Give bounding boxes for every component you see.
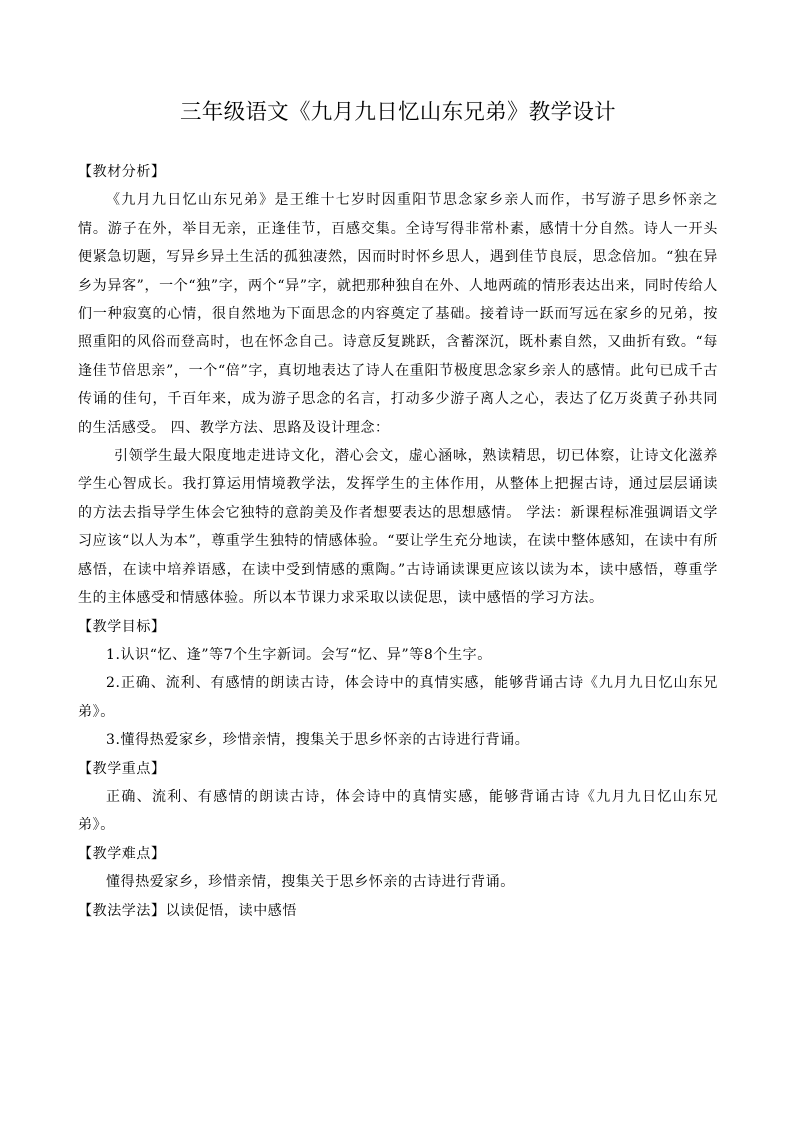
difficulty-paragraph: 懂得热爱家乡，珍惜亲情，搜集关于思乡怀亲的古诗进行背诵。: [106, 874, 515, 891]
goal-item-2: 2.正确、流利、有感情的朗读古诗，体会诗中的真情实感，能够背诵古诗《九月九日忆山东兄弟》。: [78, 675, 718, 720]
methods-line: [78, 897, 718, 925]
goal-item-1: 1.认识“忆、逢”等7个生字新词。会写“忆、异”等8个生字。: [106, 646, 492, 663]
section-heading-difficulty: 【教学难点】: [78, 845, 166, 862]
focus-paragraph: 正确、流利、有感情的朗读古诗，体会诗中的真情实感，能够背诵古诗《九月九日忆山东兄弟》。: [78, 788, 718, 834]
methods-text: 以读促悟，读中感悟: [165, 902, 298, 919]
section-heading-focus: 【教学重点】: [78, 760, 166, 777]
method-paragraph: 引领学生最大限度地走进诗文化，潜心会文，虚心涵咏，熟读精思，切已体察，让诗文化滋养学生心智成长。我打算运用情境教学法，发挥学生的主体作用，从整体上把握古诗，通过层层诵读的方法去指导学生体会它独特的意韵美及作者想要表达的思想感情。 学法：新课程标准强调语文学习应该“以人为本”，尊重学生独特的情感体验。“要让学生充分地读，在读中整体感知，在读中有所感悟，在读中培养语感，在读中受到情感的熏陶。”古诗诵读课更应该以读为本，读中感悟，尊重学生的主体感受和情感体验。所以本节课力求采取以读促思，读中感悟的学习方法。: [78, 448, 718, 607]
section-heading-methods: 【教法学法】: [78, 902, 166, 919]
goal-item-3: 3.懂得热爱家乡，珍惜亲情，搜集关于思乡怀亲的古诗进行背诵。: [106, 732, 530, 749]
analysis-paragraph: 《九月九日忆山东兄弟》是王维十七岁时因重阳节思念家乡亲人而作，书写游子思乡怀亲之情。游子在外，举目无亲，正逢佳节，百感交集。全诗写得非常朴素，感情十分自然。诗人一开头便紧急切题，写异乡异土生活的孤独凄然，因而时时怀乡思人，遇到佳节良辰，思念倍加。“独在异乡为异客”，一个“独”字，两个“异”字，就把那种独自在外、人地两疏的情形表达出来，同时传给人们一种寂寞的心情，很自然地为下面思念的内容奠定了基础。接着诗一跃而写远在家乡的兄弟，按照重阳的风俗而登高时，也在怀念自己。诗意反复跳跃，含蓄深沉，既朴素自然，又曲折有致。“每逢佳节倍思亲”，一个“倍”字，真切地表达了诗人在重阳节极度思念家乡亲人的感情。此句已成千古传诵的佳句，千百年来，成为游子思念的名言，打动多少游子离人之心，表达了亿万炎黄子孙共同的生活感受。 四、教学方法、思路及设计理念：: [78, 192, 718, 436]
document-title: 三年级语文《九月九日忆山东兄弟》教学设计: [179, 100, 616, 125]
section-heading-goals: 【教学目标】: [78, 618, 166, 635]
document-page: [78, 0, 718, 1123]
document-body: [78, 158, 718, 925]
section-heading-analysis: 【教材分析】: [78, 164, 166, 180]
